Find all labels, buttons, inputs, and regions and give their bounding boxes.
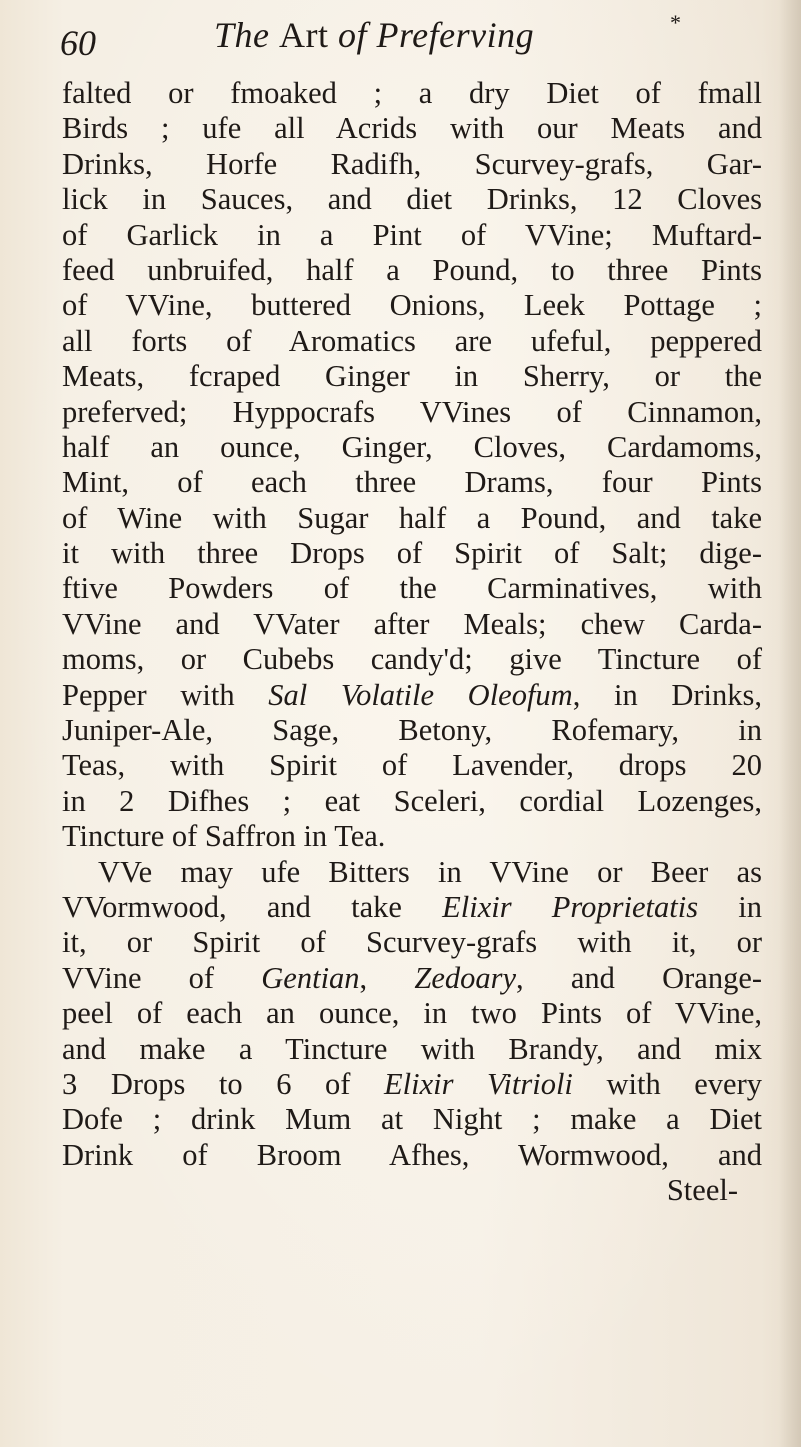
text-run: half an ounce, Ginger, Cloves, Cardamoms,: [62, 429, 762, 464]
text-line: [62, 465, 762, 500]
text-line: [62, 430, 762, 465]
text-run: it with three Drops of Spirit of Salt; dige-: [62, 536, 762, 571]
text-line: [62, 288, 762, 323]
italic-term: Sal Volatile Oleofum: [268, 677, 573, 712]
text-run: Juniper-Ale, Sage, Betony, Rofemary, in: [62, 713, 762, 748]
text-run: in 2 Difhes ; eat Sceleri, cordial Lozenges,: [62, 783, 762, 818]
text-run: 3 Drops to 6 of: [62, 1066, 385, 1101]
text-run: Steel-: [666, 1173, 738, 1208]
text-run: Pepper with: [62, 677, 269, 712]
page-number: 60: [60, 23, 96, 63]
text-line: [62, 218, 762, 253]
italic-term: Elixir Proprietatis: [442, 889, 699, 924]
text-line: [62, 961, 762, 996]
text-line: [62, 925, 762, 960]
text-run: Teas, with Spirit of Lavender, drops 20: [62, 748, 762, 783]
running-head-post: of Preferving: [328, 15, 535, 55]
text-run: falted or fmoaked ; a dry Diet of fmall: [62, 76, 762, 110]
text-run: Mint, of each three Drams, four Pints: [62, 465, 762, 500]
text-line: [62, 359, 762, 394]
text-line: [62, 819, 762, 854]
text-run: , in Drinks,: [572, 677, 763, 712]
text-run: VVine and VVater after Meals; chew Carda-: [62, 606, 762, 641]
text-line: [62, 501, 762, 536]
text-line: [62, 678, 762, 713]
text-run: peel of each an ounce, in two Pints of VVine,: [62, 996, 762, 1031]
text-run: lick in Sauces, and diet Drinks, 12 Cloves: [62, 182, 762, 217]
italic-term: Gentian: [261, 960, 360, 995]
text-run: , and Orange-: [516, 960, 763, 995]
text-line: [62, 1138, 762, 1173]
page-edge-shadow: [779, 0, 801, 1447]
running-head-art: Art: [279, 15, 329, 55]
text-run: ftive Powders of the Carminatives, with: [62, 571, 762, 606]
text-line: [62, 1032, 762, 1067]
text-line: [62, 395, 762, 430]
text-line: [62, 890, 762, 925]
text-run: it, or Spirit of Scurvey-grafs with it, or: [62, 925, 762, 960]
text-line: [62, 996, 762, 1031]
text-line: [62, 147, 762, 182]
text-line: [62, 536, 762, 571]
text-run: Dofe ; drink Mum at Night ; make a Diet: [62, 1102, 762, 1137]
text-run: Meats, fcraped Ginger in Sherry, or the: [62, 359, 762, 394]
text-line: [62, 571, 762, 606]
text-line: [62, 1173, 762, 1208]
text-line: [62, 324, 762, 359]
page-header: [60, 6, 760, 70]
text-line: [62, 713, 762, 748]
text-line: [62, 607, 762, 642]
text-run: all forts of Aromatics are ufeful, peppered: [62, 323, 762, 358]
text-run: VVine of: [62, 960, 262, 995]
text-run: Drinks, Horfe Radifh, Scurvey-grafs, Gar-: [62, 146, 762, 181]
text-run: Birds ; ufe all Acrids with our Meats and: [62, 111, 762, 146]
text-line: [62, 253, 762, 288]
text-run: VVe may ufe Bitters in VVine or Beer as: [98, 854, 762, 889]
text-run: and make a Tincture with Brandy, and mix: [62, 1031, 762, 1066]
text-line: [62, 748, 762, 783]
text-line: [62, 111, 762, 146]
text-line: [62, 1067, 762, 1102]
text-run: VVormwood, and take: [62, 889, 443, 924]
body-text: [62, 76, 762, 1209]
text-run: of Wine with Sugar half a Pound, and take: [62, 500, 762, 535]
text-run: feed unbruifed, half a Pound, to three Pints: [62, 252, 762, 287]
text-line: [62, 1102, 762, 1137]
running-head-pre: The: [214, 15, 279, 55]
text-line: [62, 76, 762, 111]
running-head: [214, 14, 534, 56]
text-run: preferved; Hyppocrafs VVines of Cinnamon,: [62, 394, 762, 429]
text-run: of VVine, buttered Onions, Leek Pottage ;: [62, 288, 762, 323]
italic-term: Zedoary: [414, 960, 517, 995]
text-line: [62, 182, 762, 217]
text-run: in: [698, 889, 762, 924]
text-run: ,: [359, 960, 415, 995]
text-run: with every: [572, 1066, 762, 1101]
text-line: [62, 784, 762, 819]
text-run: Tincture of Saffron in Tea.: [62, 819, 386, 854]
italic-term: Elixir Vitrioli: [384, 1066, 573, 1101]
text-line: [62, 642, 762, 677]
text-run: Drink of Broom Afhes, Wormwood, and: [62, 1137, 762, 1172]
text-run: of Garlick in a Pint of VVine; Muftard-: [62, 217, 762, 252]
text-line: [62, 855, 762, 890]
text-run: moms, or Cubebs candy'd; give Tincture of: [62, 642, 762, 677]
printer-mark: *: [670, 10, 681, 35]
